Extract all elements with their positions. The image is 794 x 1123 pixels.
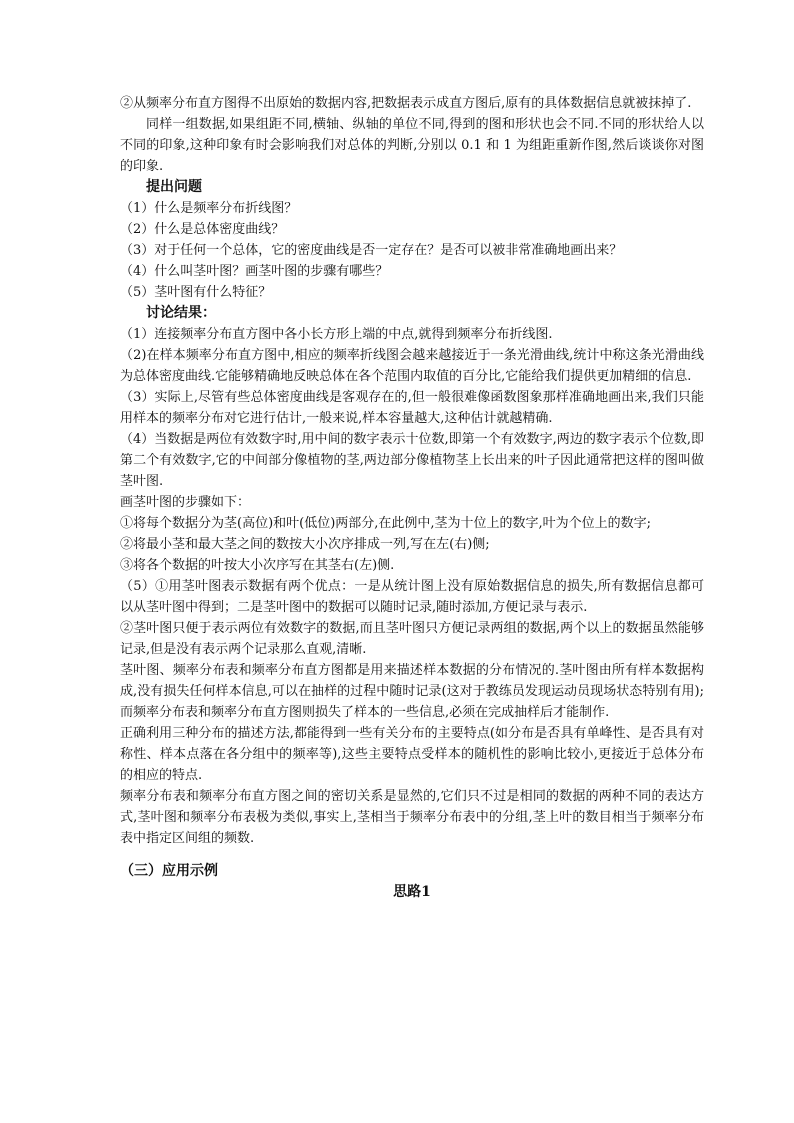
answer-5: （5）①用茎叶图表示数据有两个优点：一是从统计图上没有原始数据信息的损失,所有数据信息都可以从茎叶图中得到；二是茎叶图中的数据可以随时记录,随时添加,方便记录与表示. — [120, 579, 704, 615]
paragraph-methods: 正确利用三种分布的描述方法,都能得到一些有关分布的主要特点(如分布是否具有单峰性、是否具有对称性、样本点落在各分组中的频率等),这些主要特点受样本的随机性的影响比较小,更接近于总体分布的相应的特点. — [120, 726, 704, 783]
question-2: （2）什么是总体密度曲线？ — [120, 222, 285, 237]
subsection-heading: 思路1 — [393, 884, 431, 900]
step-3: ③将各个数据的叶按大小次序写在其茎右(左)侧. — [120, 558, 395, 573]
step-1: ①将每个数据分为茎(高位)和叶(低位)两部分,在此例中,茎为十位上的数字,叶为个位上的数字; — [120, 516, 652, 531]
paragraph-relationship: 频率分布表和频率分布直方图之间的密切关系是显然的,它们只不过是相同的数据的两种不同的表达方式,茎叶图和频率分布表极为类似,事实上,茎相当于频率分布表中的分组,茎上叶的数目相当于频率分布表中指定区间组的频数. — [120, 789, 704, 846]
heading-discussion: 讨论结果： — [146, 305, 216, 321]
step-2: ②将最小茎和最大茎之间的数按大小次序排成一列,写在左(右)侧; — [120, 537, 490, 552]
question-3: （3）对于任何一个总体，它的密度曲线是否一定存在？是否可以被非常准确地画出来？ — [120, 243, 623, 258]
paragraph-histogram-note: ②从频率分布直方图得不出原始的数据内容,把数据表示成直方图后,原有的具体数据信息就被抹掉了. — [120, 96, 692, 111]
question-4: （4）什么叫茎叶图？画茎叶图的步骤有哪些？ — [120, 264, 389, 279]
question-1: （1）什么是频率分布折线图？ — [120, 201, 298, 216]
answer-2: （2)在样本频率分布直方图中,相应的频率折线图会越来越接近于一条光滑曲线,统计中称这条光滑曲线为总体密度曲线.它能够精确地反映总体在各个范围内取值的百分比,它能给我们提供更加精细的信息. — [120, 348, 704, 384]
question-5: （5）茎叶图有什么特征？ — [120, 285, 272, 300]
paragraph-comparison: 茎叶图、频率分布表和频率分布直方图都是用来描述样本数据的分布情况的.茎叶图由所有样本数据构成,没有损失任何样本信息,可以在抽样的过程中随时记录(这对于教练员发现运动员现场状态特别有用);而频率分布表和频率分布直方图则损失了样本的一些信息,必须在完成抽样后才能制作. — [120, 663, 704, 720]
answer-4: （4）当数据是两位有效数字时,用中间的数字表示十位数,即第一个有效数字,两边的数字表示个位数,即第二个有效数字,它的中间部分像植物的茎,两边部分像植物茎上长出来的叶子因此通常把这样的图叫做茎叶图. — [120, 432, 704, 489]
section-heading: （三）应用示例 — [120, 863, 218, 879]
answer-3: （3）实际上,尽管有些总体密度曲线是客观存在的,但一般很难像函数图象那样准确地画出来,我们只能用样本的频率分布对它进行估计,一般来说,样本容量越大,这种估计就越精确. — [120, 390, 704, 426]
paragraph-group-width: 同样一组数据,如果组距不同,横轴、纵轴的单位不同,得到的图和形状也会不同.不同的形状给人以不同的印象,这种印象有时会影响我们对总体的判断,分别以 0.1 和 1 为组距重新作图,然后谈谈你对图的印象. — [120, 117, 704, 174]
steps-title: 画茎叶图的步骤如下： — [120, 495, 251, 510]
answer-1: （1）连接频率分布直方图中各小长方形上端的中点,就得到频率分布折线图. — [120, 327, 553, 342]
heading-questions: 提出问题 — [146, 179, 202, 195]
answer-5-part-2: ②茎叶图只便于表示两位有效数字的数据,而且茎叶图只方便记录两组的数据,两个以上的数据虽然能够记录,但是没有表示两个记录那么直观,清晰. — [120, 621, 704, 657]
